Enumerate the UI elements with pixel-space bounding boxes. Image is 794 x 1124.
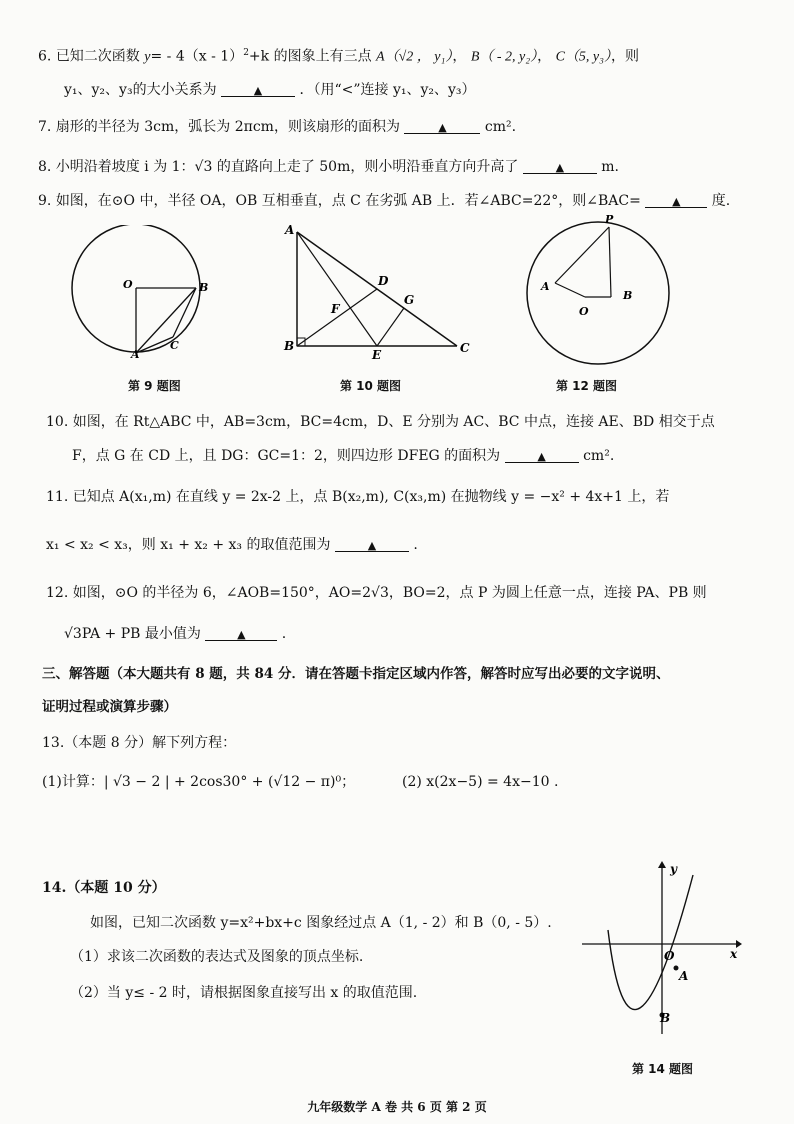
fig14-label-x: x xyxy=(730,947,738,961)
q8-line xyxy=(38,157,619,177)
q8-answer-blank[interactable] xyxy=(523,157,597,174)
q9-number: 9. xyxy=(38,193,52,209)
q10-line1 xyxy=(46,412,715,432)
page-footer: 九年级数学 A 卷 共 6 页 第 2 页 xyxy=(307,1100,487,1114)
fig10-label-g: G xyxy=(404,293,415,307)
q11-answer-blank[interactable] xyxy=(335,535,409,552)
figure-12 xyxy=(520,212,680,372)
figure-9 xyxy=(68,225,228,360)
q13-part2: (2) x(2x−5) = 4x−10 . xyxy=(402,774,559,790)
fig10-label-c: C xyxy=(460,341,470,355)
figure-10 xyxy=(282,222,482,362)
q7-text: 扇形的半径为 3cm，弧长为 2πcm，则该扇形的面积为 xyxy=(55,119,400,135)
fig9-label-c: C xyxy=(170,339,179,352)
q13-part1: (1)计算：| √3 − 2 | + 2cos30° + (√12 − π)⁰； xyxy=(42,774,356,790)
q11-line1 xyxy=(46,487,669,507)
q10-answer-blank[interactable] xyxy=(505,446,579,463)
q6-func-body: = - 4（x - 1） xyxy=(150,48,244,65)
q11-number: 11. xyxy=(46,489,69,505)
blank-triangle-icon: ▲ xyxy=(367,539,377,552)
fig14-label-a: A xyxy=(679,969,689,983)
fig10-label-a: A xyxy=(285,223,295,237)
fig9-label-b: B xyxy=(199,281,209,294)
q6-ask: y₁、y₂、y₃的大小关系为 xyxy=(64,82,217,98)
q6-hint: ．（用“<”连接 y₁、y₂、y₃） xyxy=(299,82,476,98)
q10-unit: cm². xyxy=(583,448,615,464)
q14-line1: 如图，已知二次函数 y=x²+bx+c 图象经过点 A（1, - 2）和 B（0, - 5）. xyxy=(90,915,552,931)
q7-line xyxy=(38,117,516,137)
figure-14-caption: 第 14 题图 xyxy=(632,1062,694,1076)
fig9-label-a: A xyxy=(131,348,140,360)
q6-intro: 已知二次函数 xyxy=(55,48,140,65)
figure-12-caption: 第 12 题图 xyxy=(556,379,618,393)
q12-line1 xyxy=(46,583,707,603)
fig10-label-f: F xyxy=(331,302,340,316)
q6-func-y: y xyxy=(144,49,151,65)
fig9-label-o: O xyxy=(123,278,133,291)
blank-triangle-icon: ▲ xyxy=(253,84,263,97)
q12-answer-blank[interactable] xyxy=(205,624,277,641)
blank-triangle-icon: ▲ xyxy=(438,121,447,134)
q8-unit: m. xyxy=(601,159,620,175)
q13-heading: 13.（本题 8 分）解下列方程： xyxy=(42,735,237,751)
figure-14 xyxy=(578,858,744,1038)
fig14-label-y: y xyxy=(670,862,677,876)
q12-text1: 如图，⊙O 的半径为 6，∠AOB=150°，AO=2√3，BO=2，点 P 为圆上任意一点，连接 PA、PB 则 xyxy=(72,585,707,601)
q10-line2 xyxy=(72,446,614,466)
q12-text2: √3PA + PB 最小值为 xyxy=(64,626,201,642)
q10-number: 10. xyxy=(46,414,69,430)
q6-line1: 6. 已知二次函数 y= - 4（x - 1）$^2$+k 的图象上有三点 A（√2 ， y₁）， B（ - 2, y₂）， C（5, y₃），则 xyxy=(38,48,639,65)
q9-answer-blank[interactable] xyxy=(645,191,707,208)
fig14-label-b: B xyxy=(660,1011,671,1025)
q6-point-b: B（ - 2, y₂） xyxy=(470,49,538,65)
q6-answer-blank[interactable] xyxy=(221,80,295,97)
q8-number: 8. xyxy=(38,159,52,175)
q14-part2: （2）当 y≤ - 2 时，请根据图象直接写出 x 的取值范围. xyxy=(70,985,418,1001)
figure-9-caption: 第 9 题图 xyxy=(128,379,181,393)
blank-triangle-icon: ▲ xyxy=(237,628,246,641)
q7-answer-blank[interactable] xyxy=(404,117,480,134)
fig10-label-e: E xyxy=(372,348,382,362)
figure-10-caption: 第 10 题图 xyxy=(340,379,402,393)
q12-line2 xyxy=(64,624,286,644)
q6-line2 xyxy=(64,80,476,100)
q10-text1: 如图，在 Rt△ABC 中，AB=3cm，BC=4cm，D、E 分别为 AC、BC 中点，连接 AE、BD 相交于点 xyxy=(72,414,715,430)
q11-text2: x₁ < x₂ < x₃，则 x₁ + x₂ + x₃ 的取值范围为 xyxy=(46,537,331,553)
fig12-label-a: A xyxy=(541,280,550,293)
q7-number: 7. xyxy=(38,119,52,135)
q6-end: ，则 xyxy=(611,48,639,65)
q14-heading: 14.（本题 10 分） xyxy=(42,880,166,896)
section3-heading: 三、解答题（本大题共有 8 题，共 84 分．请在答题卡指定区域内作答，解答时应写出必要的文字说明、 xyxy=(42,666,670,682)
q9-line xyxy=(38,191,730,211)
fig10-label-b: B xyxy=(284,339,295,353)
fig10-label-d: D xyxy=(378,274,389,288)
q10-text2: F，点 G 在 CD 上，且 DG：GC=1：2，则四边形 DFEG 的面积为 xyxy=(72,448,501,464)
q11-text1: 已知点 A(x₁,m) 在直线 y = 2x-2 上，点 B(x₂,m), C(x₃,m) 在抛物线 y = −x² + 4x+1 上，若 xyxy=(72,489,670,505)
q6-point-c: C（5, y₃） xyxy=(555,49,611,65)
q14-part1: （1）求该二次函数的表达式及图象的顶点坐标. xyxy=(70,949,364,965)
q11-end: . xyxy=(413,537,418,553)
fig12-label-b: B xyxy=(623,289,633,302)
q12-number: 12. xyxy=(46,585,69,601)
q6-number: 6. xyxy=(38,48,52,65)
blank-triangle-icon: ▲ xyxy=(555,161,565,174)
q6-func-exp: 2 xyxy=(243,48,249,58)
q11-line2 xyxy=(46,535,418,555)
q12-end: . xyxy=(281,626,287,642)
q6-point-a: A（√2 ， y₁） xyxy=(376,49,453,65)
q6-func-tail: +k 的图象上有三点 xyxy=(248,48,372,65)
section3-heading-cont: 证明过程或演算步骤） xyxy=(42,699,177,715)
q9-text: 如图，在⊙O 中，半径 OA，OB 互相垂直，点 C 在劣弧 AB 上．若∠ABC=22°，则∠BAC= xyxy=(55,193,641,209)
fig12-label-p: P xyxy=(605,213,614,226)
fig12-label-o: O xyxy=(579,305,589,318)
fig14-label-o: O xyxy=(664,949,675,963)
blank-triangle-icon: ▲ xyxy=(537,450,546,463)
blank-triangle-icon: ▲ xyxy=(672,195,681,208)
q8-text: 小明沿着坡度 i 为 1：√3 的直路向上走了 50m，则小明沿垂直方向升高了 xyxy=(55,159,519,175)
q7-unit: cm². xyxy=(484,119,517,135)
q9-unit: 度. xyxy=(711,193,731,209)
